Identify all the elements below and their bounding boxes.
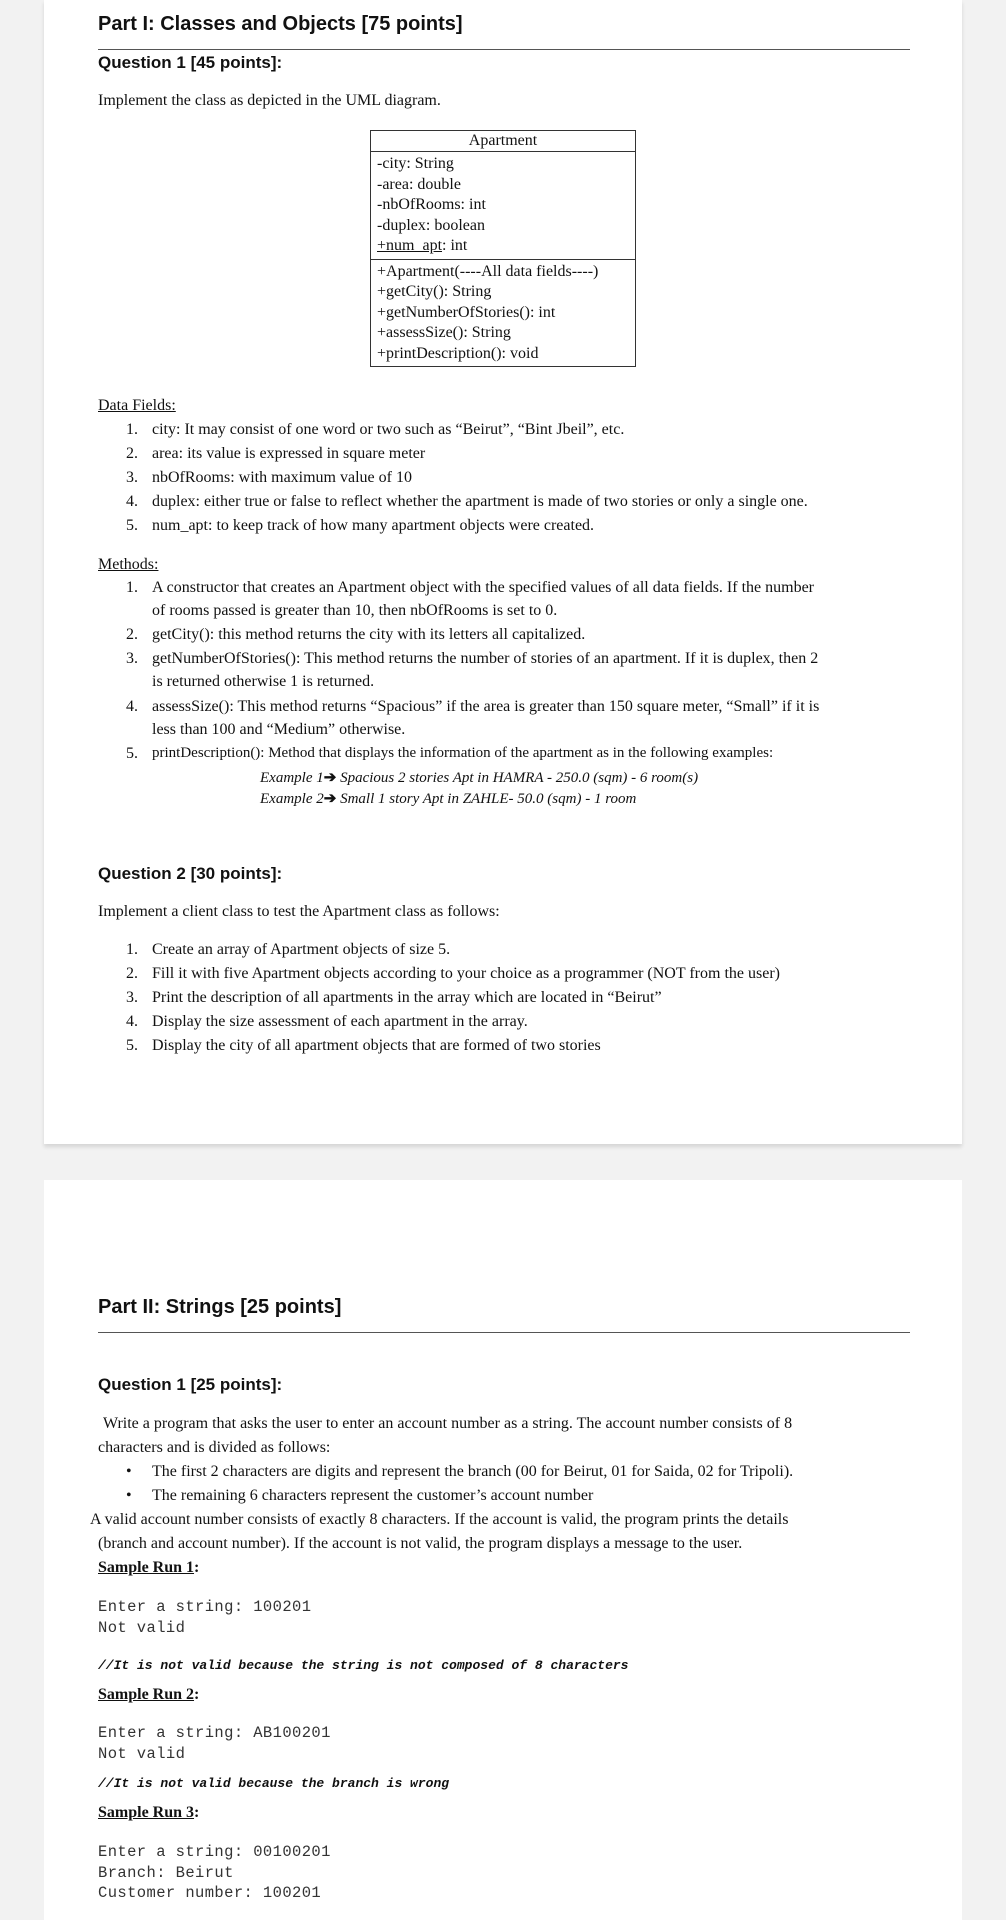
- document-page-2: [44, 1180, 962, 1920]
- p2-rules-line: (branch and account number). If the account is not valid, the program displays a message to the user.: [98, 1535, 743, 1552]
- q1-intro: Implement the class as depicted in the UML diagram.: [98, 92, 441, 109]
- uml-fields: [371, 152, 635, 260]
- method-item: assessSize(): This method returns “Spacious” if the area is greater than 150 square meter, “Small” if it is: [152, 698, 820, 715]
- method-item: A constructor that creates an Apartment object with the specified values of all data fields. If the number: [152, 579, 814, 596]
- method-item-cont: less than 100 and “Medium” otherwise.: [152, 721, 406, 738]
- arrow-icon: ➔: [323, 770, 337, 786]
- data-field-num: 4.: [126, 493, 138, 510]
- method-item: getNumberOfStories(): This method returns the number of stories of an apartment. If it is duplex, then 2: [152, 650, 819, 667]
- data-field-item: num_apt: to keep track of how many apartment objects were created.: [152, 517, 595, 534]
- uml-method: +Apartment(----All data fields----): [377, 262, 599, 280]
- uml-field: -city: String: [377, 155, 454, 172]
- data-field-num: 1.: [126, 421, 138, 438]
- bullet-icon: •: [126, 1487, 132, 1504]
- q2-item: Create an array of Apartment objects of size 5.: [152, 941, 451, 958]
- q2-item: Fill it with five Apartment objects according to your choice as a programmer (NOT from the user): [152, 965, 780, 982]
- method-item-cont: of rooms passed is greater than 10, then nbOfRooms is set to 0.: [152, 602, 558, 619]
- p2-intro-line: characters and is divided as follows:: [98, 1439, 331, 1456]
- uml-method: +getNumberOfStories(): int: [377, 303, 556, 321]
- uml-methods: [371, 260, 635, 367]
- example-text: Small 1 story Apt in ZAHLE- 50.0 (sqm) - 1 room: [340, 791, 637, 807]
- uml-static-field: [377, 236, 635, 257]
- p2-rules-line: A valid account number consists of exactly 8 characters. If the account is valid, the program prints the details: [90, 1511, 789, 1528]
- part1-title-rule: [98, 49, 910, 50]
- q2-item: Print the description of all apartments in the array which are located in “Beirut”: [152, 989, 662, 1006]
- run-output-line: Branch: Beirut: [98, 1864, 234, 1882]
- example-2: [260, 789, 636, 808]
- sample-run-heading: Sample Run 3:: [98, 1804, 200, 1821]
- example-1: [260, 768, 698, 787]
- q2-num: 5.: [126, 1037, 138, 1054]
- arrow-icon: ➔: [323, 791, 337, 807]
- data-field-num: 3.: [126, 469, 138, 486]
- p2-intro-line: Write a program that asks the user to enter an account number as a string. The account number consists of 8: [103, 1415, 793, 1432]
- data-field-num: 5.: [126, 517, 138, 534]
- part1-title: Part I: Classes and Objects [75 points]: [98, 13, 463, 35]
- run-output-line: Enter a string: AB100201: [98, 1724, 331, 1742]
- uml-static-field-type: : int: [442, 237, 468, 254]
- bullet-item: The remaining 6 characters represent the customer’s account number: [152, 1487, 594, 1504]
- run-output-line: Enter a string: 00100201: [98, 1843, 331, 1861]
- q2-item: Display the size assessment of each apartment in the array.: [152, 1013, 528, 1030]
- bullet-item: The first 2 characters are digits and represent the branch (00 for Beirut, 01 for Saida, 02 for Tripoli).: [152, 1463, 794, 1480]
- data-field-item: city: It may consist of one word or two such as “Beirut”, “Bint Jbeil”, etc.: [152, 421, 625, 438]
- run-output-line: Customer number: 100201: [98, 1884, 322, 1902]
- data-fields-heading: Data Fields:: [98, 397, 176, 414]
- example-label: Example 2: [260, 791, 324, 807]
- data-field-item: area: its value is expressed in square meter: [152, 445, 426, 462]
- q2-item: Display the city of all apartment objects that are formed of two stories: [152, 1037, 601, 1054]
- part1-q2-title: Question 2 [30 points]:: [98, 864, 283, 883]
- uml-field: -nbOfRooms: int: [377, 196, 486, 213]
- uml-class-name: Apartment: [371, 131, 635, 152]
- data-field-item: nbOfRooms: with maximum value of 10: [152, 469, 412, 486]
- sample-run-heading: Sample Run 2:: [98, 1686, 200, 1703]
- run-output-line: Not valid: [98, 1745, 186, 1763]
- q2-intro: Implement a client class to test the Apartment class as follows:: [98, 903, 500, 920]
- uml-class-diagram: [370, 130, 636, 367]
- run-output-line: Enter a string: 100201: [98, 1598, 312, 1616]
- data-field-num: 2.: [126, 445, 138, 462]
- method-num: 4.: [126, 698, 138, 715]
- example-text: Spacious 2 stories Apt in HAMRA - 250.0 (sqm) - 6 room(s): [340, 770, 699, 786]
- q2-num: 2.: [126, 965, 138, 982]
- part2-q1-title: Question 1 [25 points]:: [98, 1375, 283, 1394]
- q2-num: 1.: [126, 941, 138, 958]
- example-label: Example 1: [260, 770, 324, 786]
- data-field-item: duplex: either true or false to reflect whether the apartment is made of two stories or only a single one.: [152, 493, 808, 510]
- method-num: 1.: [126, 579, 138, 596]
- run-comment: //It is not valid because the branch is wrong: [98, 1776, 450, 1791]
- part2-title-rule: [98, 1332, 910, 1333]
- uml-method: +assessSize(): String: [377, 324, 511, 341]
- run-output-line: Not valid: [98, 1619, 186, 1637]
- q2-num: 4.: [126, 1013, 138, 1030]
- method-num: 2.: [126, 626, 138, 643]
- q2-num: 3.: [126, 989, 138, 1006]
- uml-method: +getCity(): String: [377, 283, 492, 300]
- method-item: printDescription(): Method that displays the information of the apartment as in the following examples:: [152, 745, 774, 761]
- method-num: 3.: [126, 650, 138, 667]
- method-item-cont: is returned otherwise 1 is returned.: [152, 673, 375, 690]
- method-item: getCity(): this method returns the city with its letters all capitalized.: [152, 626, 586, 643]
- uml-field: -area: double: [377, 175, 461, 193]
- bullet-icon: •: [126, 1463, 132, 1480]
- document-page-1: [44, 0, 962, 1144]
- sample-run-heading: Sample Run 1:: [98, 1559, 200, 1576]
- uml-method: +printDescription(): void: [377, 344, 539, 362]
- run-comment: //It is not valid because the string is not composed of 8 characters: [98, 1658, 629, 1673]
- methods-heading: Methods:: [98, 556, 159, 573]
- part1-q1-title: Question 1 [45 points]:: [98, 53, 283, 72]
- method-num: 5.: [126, 745, 138, 762]
- uml-field: -duplex: boolean: [377, 216, 485, 234]
- part2-title: Part II: Strings [25 points]: [98, 1296, 342, 1318]
- uml-static-field-name: +num_apt: [377, 237, 443, 254]
